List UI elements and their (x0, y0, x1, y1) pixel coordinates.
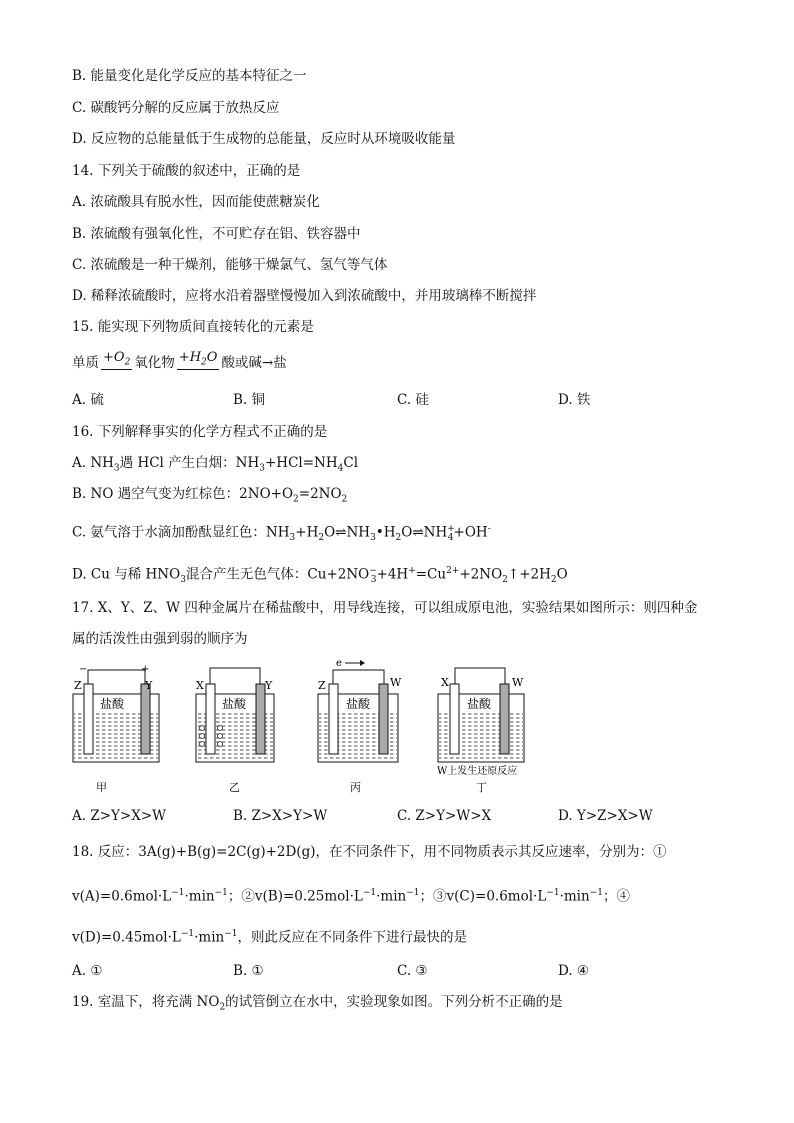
q14-option-a: A. 浓硫酸具有脱水性，因而能使蔗糖炭化 (72, 194, 320, 210)
q18-option-a: A. ① (72, 963, 103, 979)
q14-stem: 14. 下列关于硫酸的叙述中，正确的是 (72, 163, 301, 179)
q14-option-d: D. 稀释浓硫酸时，应将水沿着器壁慢慢加入到浓硫酸中，并用玻璃棒不断搅拌 (72, 288, 537, 304)
q16-option-c: C. 氨气溶于水滴加酚酞显红色：$NH_3+H_2O\rightleftharpoons NH_3•H_2O\rightleftharpoons NH^+_4+OH^-$ (72, 524, 491, 544)
q18-rates-line2: $v(D)=0.45mol\cdot L^{-1}\cdot\min^{-1}$，则此反应在不同条件下进行最快的是 (72, 929, 468, 946)
q15-stem: 15. 能实现下列物质间直接转化的元素是 (72, 319, 314, 335)
q16-stem: 16. 下列解释事实的化学方程式不正确的是 (72, 424, 328, 440)
q18-rates-line1: $v(A)=0.6mol\cdot L^{-1}\cdot\min^{-1}$；$②v(B)=0.25mol\cdot L^{-1}\cdot\min^{-1}$；$③v(C)=0.6mol\cdot L^{-1}\cdot\min^{-1}$；④ (72, 888, 630, 905)
q19-stem: 19. 室温下，将充满 $NO_2$的试管倒立在水中，实验现象如图。下列分析不正确的是 (72, 994, 563, 1013)
q18-option-c: C. ③ (397, 963, 428, 979)
svg-text:盐酸: 盐酸 (346, 697, 371, 711)
svg-text:甲: 甲 (96, 781, 107, 794)
svg-text:盐酸: 盐酸 (467, 697, 492, 711)
q15-option-b: B. 铜 (233, 392, 266, 408)
svg-text:−: − (79, 664, 88, 675)
q14-option-b: B. 浓硫酸有强氧化性，不可贮存在铝、铁容器中 (72, 226, 361, 242)
q17-galvanic-cell-figure (0, 656, 794, 796)
q13-option-c: C. 碳酸钙分解的反应属于放热反应 (72, 100, 280, 116)
svg-text:丙: 丙 (350, 781, 361, 794)
q16-option-a: A. $NH_3$遇 HCl 产生白烟：$NH_3+HCl=NH_4Cl$ (72, 455, 359, 474)
cell-jia (73, 664, 159, 794)
svg-text:丁: 丁 (476, 781, 487, 794)
q17-stem-line1: 17. X、Y、Z、W 四种金属片在稀盐酸中，用导线连接，可以组成原电池，实验结果如图所示：则四种金 (72, 600, 698, 616)
svg-text:e: e (336, 658, 342, 669)
q16-option-b: B. NO 遇空气变为红棕色：$2NO+O_2=2NO_2$ (72, 486, 348, 505)
q18-stem: 18. 反应：3A(g)+B(g)=2C(g)+2D(g)，在不同条件下，用不同物质表示其反应速率，分别为：① (72, 844, 667, 860)
q18-option-b: B. ① (233, 963, 264, 979)
svg-text:盐酸: 盐酸 (100, 697, 125, 711)
q17-option-b: B. Z>X>Y>W (233, 808, 328, 824)
svg-text:W上发生还原反应: W上发生还原反应 (437, 766, 518, 777)
svg-text:W: W (512, 676, 524, 689)
q18-options (72, 962, 672, 980)
svg-text:Y: Y (265, 679, 273, 692)
q15-options (72, 391, 672, 409)
cell-ding (437, 668, 524, 794)
q18-option-d: D. ④ (558, 963, 590, 979)
q16-option-d: D. Cu 与稀 $HNO_3$混合产生无色气体：$Cu+2NO^-_3+4H^+=Cu^{2+}+2NO_2↑+2H_2O$ (72, 566, 568, 586)
q15-option-d: D. 铁 (558, 392, 591, 408)
q15-arrow-h2o: $+H_2O$ (178, 350, 218, 368)
q15-option-c: C. 硅 (397, 392, 429, 408)
q17-option-d: D. Y>Z>X>W (558, 808, 653, 824)
svg-text:盐酸: 盐酸 (222, 697, 247, 711)
q15-conversion-chain: 单质 $+O_2$ 氧化物 $+H_2O$ 酸或碱→盐 (72, 350, 287, 371)
q17-stem-line2: 属的活泼性由强到弱的顺序为 (72, 631, 248, 647)
svg-text:W: W (390, 676, 402, 689)
q17-option-a: A. Z>Y>X>W (72, 808, 167, 824)
svg-text:Z: Z (74, 679, 82, 692)
q15-option-a: A. 硫 (72, 392, 104, 408)
q17-options (72, 807, 672, 825)
svg-text:Y: Y (145, 679, 153, 692)
svg-text:乙: 乙 (229, 781, 240, 794)
q13-option-b: B. 能量变化是化学反应的基本特征之一 (72, 68, 307, 84)
q14-option-c: C. 浓硫酸是一种干燥剂，能够干燥氯气、氢气等气体 (72, 257, 388, 273)
svg-text:X: X (441, 676, 449, 689)
q15-arrow-o2: $+O_2$ (103, 350, 131, 368)
svg-text:X: X (196, 679, 204, 692)
svg-text:+: + (141, 664, 150, 675)
svg-text:Z: Z (318, 679, 326, 692)
cell-bing (318, 658, 402, 794)
q17-option-c: C. Z>Y>W>X (397, 808, 492, 824)
q13-option-d: D. 反应物的总能量低于生成物的总能量，反应时从环境吸收能量 (72, 131, 456, 147)
cell-yi (196, 668, 274, 794)
